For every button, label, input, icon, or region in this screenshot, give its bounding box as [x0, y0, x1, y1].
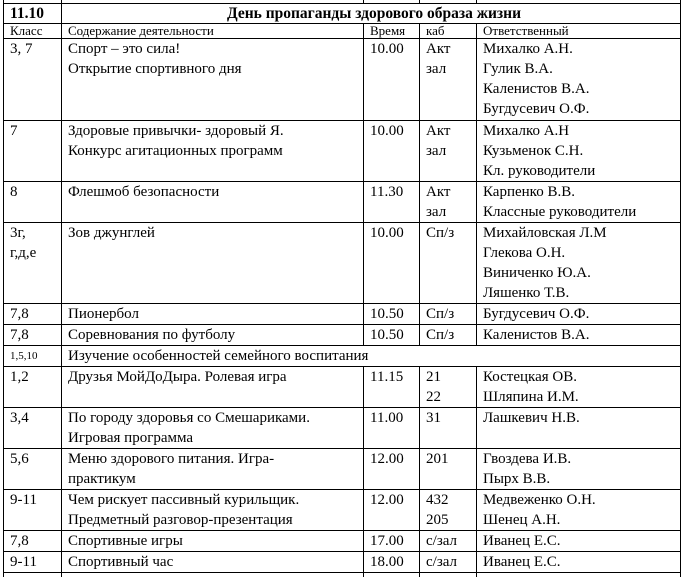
content-cell-line: По городу здоровья со Смешариками.: [68, 408, 363, 428]
responsible-cell: [477, 449, 681, 490]
content-cell-line: Здоровые привычки- здоровый Я.: [68, 121, 363, 141]
room-cell-line: 432: [426, 490, 476, 510]
responsible-cell-line: Лашкевич Н.В.: [483, 408, 680, 428]
room-cell-line: 31: [426, 408, 476, 428]
responsible-cell-line: Кл. руководители: [483, 161, 680, 181]
table-row: [4, 552, 681, 573]
responsible-cell-line: Михалко А.Н: [483, 121, 680, 141]
time-cell: 12.00: [364, 449, 420, 490]
room-cell: [420, 552, 477, 573]
content-cell: [62, 223, 364, 304]
time-cell: 11.15: [364, 367, 420, 408]
room-cell: [420, 182, 477, 223]
content-cell: [62, 449, 364, 490]
content-cell: [62, 408, 364, 449]
table-row: [4, 182, 681, 223]
room-cell: [420, 449, 477, 490]
responsible-cell: [477, 367, 681, 408]
room-cell: [420, 531, 477, 552]
class-cell: 1,5,10: [4, 346, 62, 367]
class-cell: [4, 325, 62, 346]
table-row: [4, 325, 681, 346]
time-cell: 10.00: [364, 39, 420, 121]
room-cell-line: Акт: [426, 182, 476, 202]
date-cell: 11.10: [4, 4, 62, 24]
column-header-room: каб: [420, 24, 477, 39]
table-row: [4, 39, 681, 121]
responsible-cell-line: Шенец А.Н.: [483, 510, 680, 530]
table-row: [4, 304, 681, 325]
class-cell: [4, 367, 62, 408]
class-cell-line: г,д,е: [10, 243, 61, 263]
column-header-responsible: Ответственный: [477, 24, 681, 39]
responsible-cell-line: Михайловская Л.М: [483, 223, 680, 243]
column-header-time: Время: [364, 24, 420, 39]
responsible-cell: [477, 490, 681, 531]
responsible-cell-line: Бугдусевич О.Ф.: [483, 99, 680, 119]
responsible-cell-line: Пырх В.В.: [483, 469, 680, 489]
responsible-cell-line: Каленистов В.А.: [483, 79, 680, 99]
content-cell-line: Друзья МойДоДыра. Ролевая игра: [68, 367, 363, 387]
class-cell-line: 3,4: [10, 408, 61, 428]
content-cell-line: Зов джунглей: [68, 223, 363, 243]
column-header-row: [4, 24, 681, 39]
class-cell: [4, 408, 62, 449]
table-row: [4, 531, 681, 552]
class-cell-line: 8: [10, 182, 61, 202]
table-row: [4, 121, 681, 182]
class-cell-line: 7,8: [10, 325, 61, 345]
responsible-cell-line: Кузьменок С.Н.: [483, 141, 680, 161]
schedule-table: [3, 0, 681, 577]
room-cell-line: зал: [426, 59, 476, 79]
table-row: [4, 449, 681, 490]
content-cell-line: Меню здорового питания. Игра-: [68, 449, 363, 469]
column-header-class: Класс: [4, 24, 62, 39]
content-cell-line: Предметный разговор-презентация: [68, 510, 363, 530]
class-cell-line: 9-11: [10, 490, 61, 510]
room-cell-line: 205: [426, 510, 476, 530]
responsible-cell-line: Иванец Е.С.: [483, 531, 680, 551]
column-header-content: Содержание деятельности: [62, 24, 364, 39]
responsible-cell-line: Медвеженко О.Н.: [483, 490, 680, 510]
table-row: [4, 367, 681, 408]
room-cell-line: с/зал: [426, 531, 476, 551]
class-cell-line: 9-11: [10, 552, 61, 572]
room-cell-line: Сп/з: [426, 325, 476, 345]
class-cell-line: 5,6: [10, 449, 61, 469]
class-cell: [4, 39, 62, 121]
responsible-cell: [477, 304, 681, 325]
time-cell: 11.00: [364, 408, 420, 449]
class-cell-line: 7,8: [10, 531, 61, 551]
responsible-cell: [477, 182, 681, 223]
time-cell: 18.00: [364, 552, 420, 573]
content-cell-line: Спортивный час: [68, 552, 363, 572]
room-cell-line: 22: [426, 387, 476, 407]
class-cell: [4, 182, 62, 223]
time-cell: 10.50: [364, 304, 420, 325]
content-cell: [62, 367, 364, 408]
responsible-cell-line: Гулик В.А.: [483, 59, 680, 79]
class-cell: [4, 304, 62, 325]
content-cell: [62, 325, 364, 346]
room-cell: [420, 325, 477, 346]
responsible-cell: [477, 39, 681, 121]
class-cell: [4, 490, 62, 531]
responsible-cell: [477, 552, 681, 573]
content-cell: [62, 490, 364, 531]
content-cell: [62, 121, 364, 182]
content-cell-line: практикум: [68, 469, 363, 489]
responsible-cell-line: Классные руководители: [483, 202, 680, 222]
responsible-cell: [477, 223, 681, 304]
content-cell-line: Игровая программа: [68, 428, 363, 448]
time-cell: 12.00: [364, 490, 420, 531]
class-cell-line: 7,8: [10, 304, 61, 324]
content-cell: [62, 39, 364, 121]
time-cell: 11.30: [364, 182, 420, 223]
title-row: [4, 4, 681, 24]
class-cell: [4, 552, 62, 573]
responsible-cell: [477, 121, 681, 182]
room-cell-line: Сп/з: [426, 304, 476, 324]
day-title: День пропаганды здорового образа жизни: [62, 4, 681, 24]
room-cell-line: Акт: [426, 121, 476, 141]
content-cell-line: Спортивные игры: [68, 531, 363, 551]
responsible-cell-line: Карпенко В.В.: [483, 182, 680, 202]
responsible-cell-line: Каленистов В.А.: [483, 325, 680, 345]
responsible-cell-line: Бугдусевич О.Ф.: [483, 304, 680, 324]
room-cell-line: Акт: [426, 39, 476, 59]
responsible-cell-line: Виниченко Ю.А.: [483, 263, 680, 283]
responsible-cell-line: Глекова О.Н.: [483, 243, 680, 263]
room-cell-line: зал: [426, 141, 476, 161]
room-cell: [420, 408, 477, 449]
room-cell: [420, 223, 477, 304]
merged-content-cell: Изучение особенностей семейного воспитания: [62, 346, 681, 367]
room-cell: [420, 490, 477, 531]
room-cell-line: с/зал: [426, 552, 476, 572]
responsible-cell: [477, 325, 681, 346]
room-cell: [420, 304, 477, 325]
time-cell: 10.00: [364, 121, 420, 182]
table-row: [4, 223, 681, 304]
responsible-cell-line: Михалко А.Н.: [483, 39, 680, 59]
table-row: [4, 408, 681, 449]
next-row-fragment: [4, 573, 681, 577]
responsible-cell-line: Костецкая ОВ.: [483, 367, 680, 387]
class-cell: [4, 449, 62, 490]
responsible-cell-line: Иванец Е.С.: [483, 552, 680, 572]
content-cell: [62, 531, 364, 552]
class-cell: [4, 531, 62, 552]
content-cell-line: Соревнования по футболу: [68, 325, 363, 345]
content-cell: [62, 304, 364, 325]
room-cell: [420, 121, 477, 182]
room-cell-line: 201: [426, 449, 476, 469]
room-cell-line: Сп/з: [426, 223, 476, 243]
responsible-cell-line: Шляпина И.М.: [483, 387, 680, 407]
responsible-cell: [477, 408, 681, 449]
room-cell: [420, 39, 477, 121]
class-cell: [4, 223, 62, 304]
class-cell-line: 3, 7: [10, 39, 61, 59]
room-cell: [420, 367, 477, 408]
time-cell: 10.50: [364, 325, 420, 346]
table-row: [4, 490, 681, 531]
responsible-cell-line: Ляшенко Т.В.: [483, 283, 680, 303]
room-cell-line: зал: [426, 202, 476, 222]
time-cell: 10.00: [364, 223, 420, 304]
room-cell-line: 21: [426, 367, 476, 387]
class-cell-line: 1,2: [10, 367, 61, 387]
content-cell-line: Флешмоб безопасности: [68, 182, 363, 202]
content-cell-line: Спорт – это сила!: [68, 39, 363, 59]
content-cell-line: Чем рискует пассивный курильщик.: [68, 490, 363, 510]
content-cell-line: Пионербол: [68, 304, 363, 324]
class-cell-line: 7: [10, 121, 61, 141]
content-cell: [62, 182, 364, 223]
class-cell-line: 3г,: [10, 223, 61, 243]
content-cell-line: Конкурс агитационных программ: [68, 141, 363, 161]
responsible-cell: [477, 531, 681, 552]
content-cell-line: Открытие спортивного дня: [68, 59, 363, 79]
time-cell: 17.00: [364, 531, 420, 552]
merged-section-row: [4, 346, 681, 367]
responsible-cell-line: Гвоздева И.В.: [483, 449, 680, 469]
class-cell: [4, 121, 62, 182]
content-cell: [62, 552, 364, 573]
